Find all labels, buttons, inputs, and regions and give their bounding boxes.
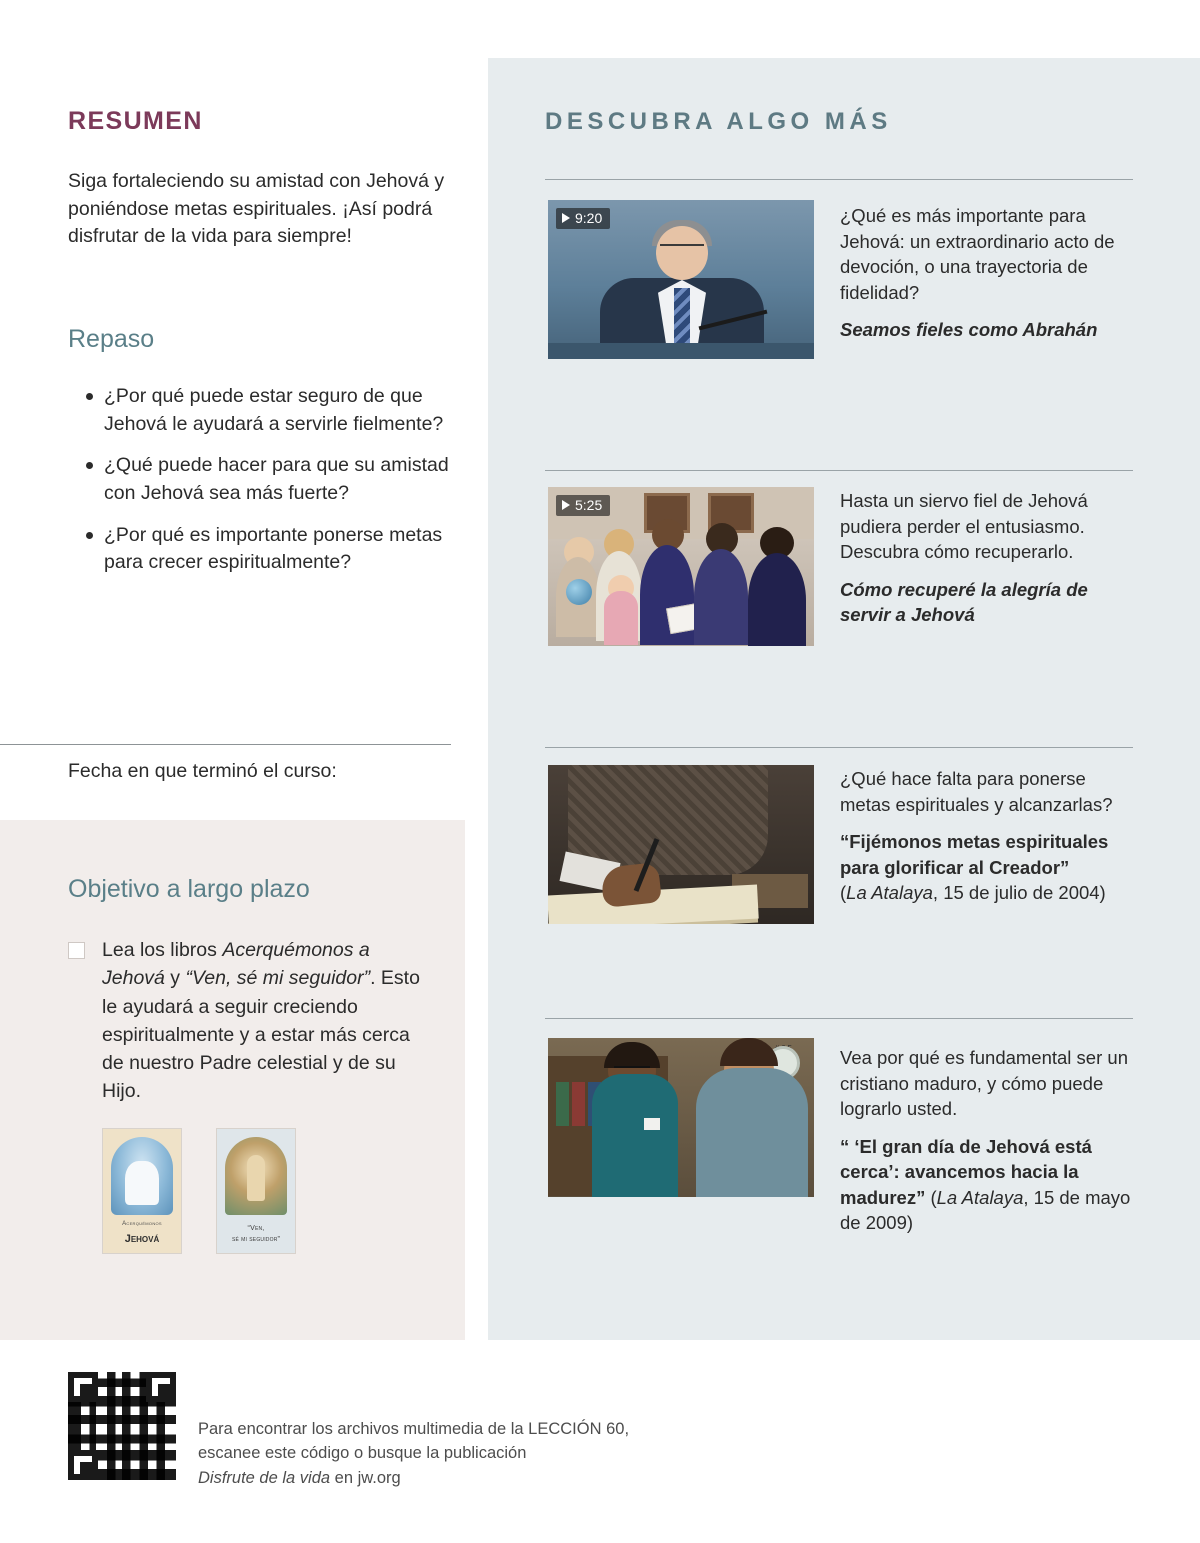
goal-text-pre: Lea los libros — [102, 939, 223, 961]
qr-finder-top-right — [146, 1372, 176, 1402]
figure-body — [592, 1074, 678, 1197]
footer-publication-title: Disfrute de la vida — [198, 1468, 331, 1487]
media-reference-magazine: La Atalaya — [936, 1186, 1024, 1208]
discover-more-heading: DESCUBRA ALGO MÁS — [545, 108, 892, 135]
book-cover-art — [225, 1137, 287, 1215]
course-completion-date-label: Fecha en que terminó el curso: — [68, 760, 337, 782]
thumbnail-image-writing — [548, 765, 814, 924]
article-thumbnail-4[interactable] — [548, 1038, 814, 1197]
figure-body — [696, 1068, 808, 1197]
book — [572, 1082, 585, 1126]
name-badge — [644, 1118, 660, 1130]
video-duration-badge-2 — [556, 495, 610, 516]
media-reference-magazine: La Atalaya — [846, 882, 933, 904]
media-reference-title: “Fijémonos metas espirituales para glorificar al Creador” — [840, 831, 1109, 878]
figure-glasses — [660, 244, 704, 253]
list-item: ¿Por qué es importante ponerse metas para crecer espiritualmente? — [104, 522, 462, 577]
goal-text — [102, 936, 428, 1106]
book-cover-title-line1: “Ven, — [247, 1225, 265, 1232]
book-cover-title-line2: sé mi seguidor” — [231, 1236, 281, 1243]
review-question-list — [82, 383, 462, 591]
media-reference-title: “ ‘El gran día de Jehová está cerca’: avancemos hacia la madurez” — [840, 1135, 1092, 1208]
footer-line-2: escanee este código o busque la publicación — [198, 1444, 527, 1463]
long-term-goal-item — [68, 936, 428, 1106]
footer-line-1: Para encontrar los archivos multimedia de la LECCIÓN 60, — [198, 1420, 630, 1438]
media-reference[interactable] — [840, 829, 1135, 906]
article-thumbnail-3[interactable] — [548, 765, 814, 924]
figure-head — [656, 226, 708, 280]
book — [556, 1082, 569, 1126]
qr-finder-top-left — [68, 1372, 98, 1402]
divider — [545, 470, 1133, 471]
media-item-text-3 — [840, 766, 1135, 906]
media-description: ¿Qué es más importante para Jehová: un extraordinario acto de devoción, o una trayectoria de fidelidad? — [840, 205, 1115, 303]
goal-text-mid: y — [164, 967, 186, 990]
long-term-goal-heading: Objetivo a largo plazo — [68, 875, 310, 903]
goal-text-post: . Esto le ayudará a seguir creciendo espiritualmente y a estar más cerca de nuestro Padre celestial y de su Hijo. — [102, 967, 420, 1103]
media-reference-paren-open: ( — [840, 882, 847, 904]
book-title-2: “Ven, sé mi seguidor” — [185, 967, 371, 990]
media-reference-date: , 15 de julio de 2004) — [932, 882, 1106, 904]
play-icon — [562, 213, 570, 223]
media-reference-date: , 15 de mayo de 2009) — [840, 1186, 1131, 1234]
book-cover-ven-se-mi-seguidor[interactable] — [216, 1128, 296, 1254]
media-description: ¿Qué hace falta para ponerse metas espirituales y alcanzarlas? — [840, 768, 1113, 815]
media-reference[interactable]: Cómo recuperé la alegría de servir a Jehová — [840, 578, 1088, 626]
media-description: Hasta un siervo fiel de Jehová pudiera perder el entusiasmo. Descubra cómo recuperarlo. — [840, 490, 1088, 563]
play-icon — [562, 500, 570, 510]
video-duration-text: 5:25 — [575, 497, 603, 513]
footer-note — [198, 1417, 758, 1490]
summary-column — [0, 0, 488, 1543]
media-description: Vea por qué es fundamental ser un cristiano maduro, y cómo puede lograrlo usted. — [840, 1047, 1128, 1120]
lectern — [548, 343, 814, 359]
media-reference-paren-open: ( — [925, 1186, 937, 1208]
divider — [545, 1018, 1133, 1019]
video-duration-badge-1 — [556, 208, 610, 229]
list-item: ¿Qué puede hacer para que su amistad con Jehová sea más fuerte? — [104, 452, 462, 507]
goal-checkbox[interactable] — [68, 942, 85, 959]
list-item: ¿Por qué puede estar seguro de que Jehová le ayudará a servirle fielmente? — [104, 383, 462, 438]
figure-hair — [604, 1042, 660, 1068]
summary-heading: RESUMEN — [68, 107, 203, 135]
media-reference[interactable]: Seamos fieles como Abrahán — [840, 319, 1098, 341]
book-cover-art — [111, 1137, 173, 1215]
review-heading: Repaso — [68, 325, 155, 353]
media-item-text-4 — [840, 1045, 1135, 1236]
book-cover-acerquemonos[interactable] — [102, 1128, 182, 1254]
qr-finder-bottom-left — [68, 1450, 98, 1480]
video-thumbnail-2[interactable] — [548, 487, 814, 646]
footer-line-3-rest: en jw.org — [330, 1468, 401, 1487]
book-cover-title-line3: Jehová — [124, 1233, 160, 1245]
summary-paragraph: Siga fortaleciendo su amistad con Jehová y poniéndose metas espirituales. ¡Así podrá disfrutar de la vida para siempre! — [68, 170, 445, 248]
decor-globe — [566, 579, 592, 605]
divider — [0, 744, 451, 745]
qr-code[interactable] — [68, 1372, 176, 1480]
book-cover-group — [102, 1128, 342, 1258]
figure-hair — [720, 1038, 778, 1066]
book-cover-title-line1: Acerquémonos — [122, 1221, 162, 1227]
figure-body — [748, 553, 806, 646]
video-thumbnail-1[interactable] — [548, 200, 814, 359]
media-reference[interactable] — [840, 1134, 1135, 1236]
media-item-text-1 — [840, 203, 1135, 343]
video-duration-text: 9:20 — [575, 210, 603, 226]
figure-glasses — [614, 1066, 650, 1074]
figure-body — [694, 549, 748, 645]
thumbnail-image-conversation — [548, 1038, 814, 1197]
media-item-text-2 — [840, 488, 1135, 628]
divider — [545, 747, 1133, 748]
child-body — [604, 591, 638, 645]
book-title-1: Acerquémonos a Jehová — [102, 939, 370, 990]
divider — [545, 179, 1133, 180]
